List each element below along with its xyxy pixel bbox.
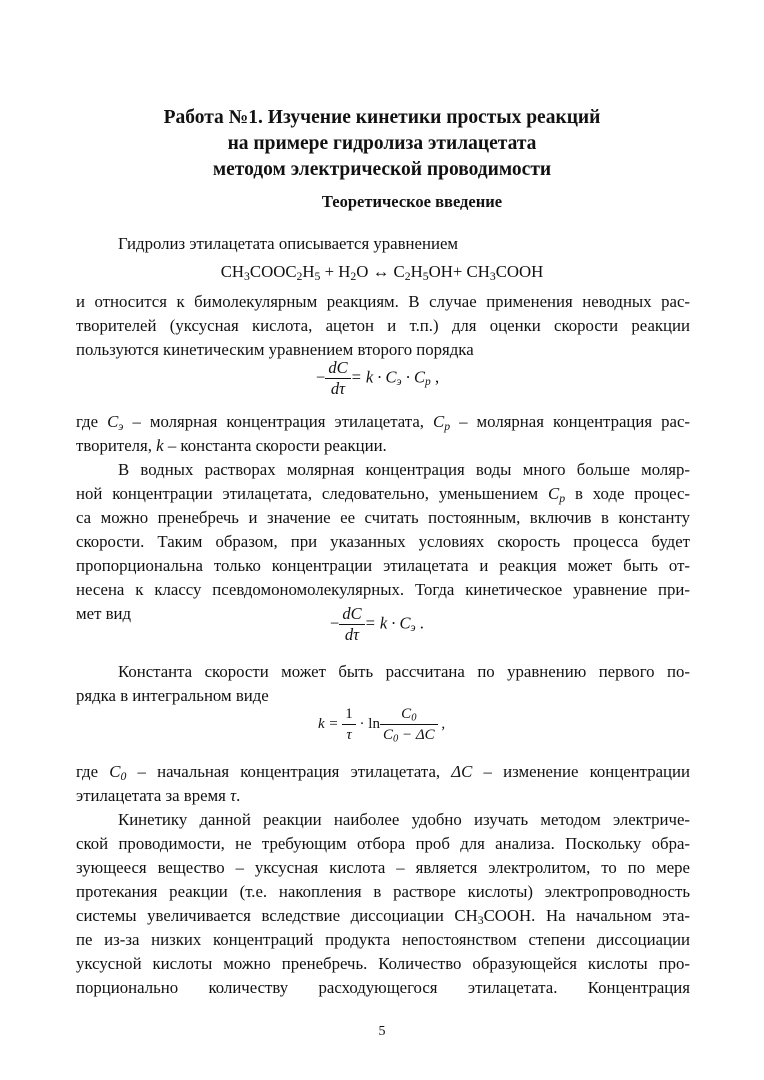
paragraph-3-line-2: творителя, k – константа скорости реакции. xyxy=(76,436,387,455)
paragraph-7-line-7: уксусной кислоты можно пренебречь. Количество образующейся кислоты про- xyxy=(76,954,690,973)
intro-line: Гидролиз этилацетата описывается уравнением xyxy=(118,234,459,253)
rate-equation-first-order: − $\frac{dC}{d\tau}$ = $k \cdot C_э$ . xyxy=(330,604,424,644)
paragraph-6-line-1: где $C_0$ – начальная концентрация этилацетата, ΔC – изменение концентрации xyxy=(76,762,690,783)
section-subtitle: Теоретическое введение xyxy=(321,192,503,211)
paragraph-7-line-3: зующееся вещество – уксусная кислота – является электролитом, то по мере xyxy=(76,858,690,877)
reaction-equation: $CH_3COOC_2H_5 + H_2O$ ↔ $C_2H_5OH+$ $CH_3COOH$ xyxy=(220,262,544,283)
paragraph-7-line-6: пе из-за низких концентраций продукта непостоянством степени диссоциации xyxy=(76,930,690,949)
page-number: 5 xyxy=(378,1024,386,1039)
paragraph-5-line-2: рядка в интегральном виде xyxy=(76,686,269,705)
paragraph-7-line-1: Кинетику данной реакции наиболее удобно изучать методом электриче- xyxy=(118,810,690,829)
paragraph-4-line-5: пропорциональна только концентрации этилацетата и реакция может быть от- xyxy=(76,556,690,575)
paragraph-2-line-2: творителей (уксусная кислота, ацетон и т.п.) для оценки скорости реакции xyxy=(76,316,690,335)
paragraph-4-line-7: мет вид xyxy=(76,604,132,623)
paragraph-2-line-1: и относится к бимолекулярным реакциям. В случае применения неводных рас- xyxy=(76,292,690,311)
paragraph-4-line-2: ной концентрации этилацетата, следовательно, уменьшением $C_p$ в ходе процес- xyxy=(76,484,690,505)
title-line-3: методом электрической проводимости xyxy=(212,159,552,180)
paragraph-7-line-2: ской проводимости, не требующим отбора проб для анализа. Поскольку обра- xyxy=(76,834,690,853)
paragraph-7-line-4: протекания реакции (т.е. накопления в растворе кислоты) электропроводность xyxy=(76,882,690,901)
paragraph-6-line-2: этилацетата за время τ. xyxy=(76,786,241,805)
paragraph-3-line-1: где $C_э$ – молярная концентрация этилацетата, $C_p$ – молярная концентрация рас- xyxy=(76,412,690,433)
rate-constant-equation: k = $\frac{1}{\tau}$ · ln $\frac{C_0}{C_0 - \Delta C}$ , xyxy=(318,706,446,745)
paragraph-2-line-3: пользуются кинетическим уравнением второго порядка xyxy=(76,340,474,359)
paragraph-7-line-5: системы увеличивается вследствие диссоциации $CH_3COOH$. На начальном эта- xyxy=(76,906,690,927)
paragraph-4-line-3: са можно пренебречь и значение ее считать постоянным, включив в константу xyxy=(76,508,690,527)
title-line-1: Работа №1. Изучение кинетики простых реакций xyxy=(163,107,601,128)
paragraph-4-line-1: В водных растворах молярная концентрация воды много больше моляр- xyxy=(118,460,690,479)
rate-equation-second-order: − $\frac{dC}{d\tau}$ = $k \cdot C_э \cdot C_p$ , xyxy=(316,358,440,398)
paragraph-7-line-8: порционально количеству расходующегося этилацетата. Концентрация xyxy=(76,978,690,997)
paragraph-4-line-4: скорости. Таким образом, при указанных условиях скорость процесса будет xyxy=(76,532,690,551)
paragraph-5-line-1: Константа скорости может быть рассчитана по уравнению первого по- xyxy=(118,662,690,681)
title-line-2: на примере гидролиза этилацетата xyxy=(227,133,537,154)
paragraph-4-line-6: несена к классу псевдомономолекулярных. Тогда кинетическое уравнение при- xyxy=(76,580,690,599)
